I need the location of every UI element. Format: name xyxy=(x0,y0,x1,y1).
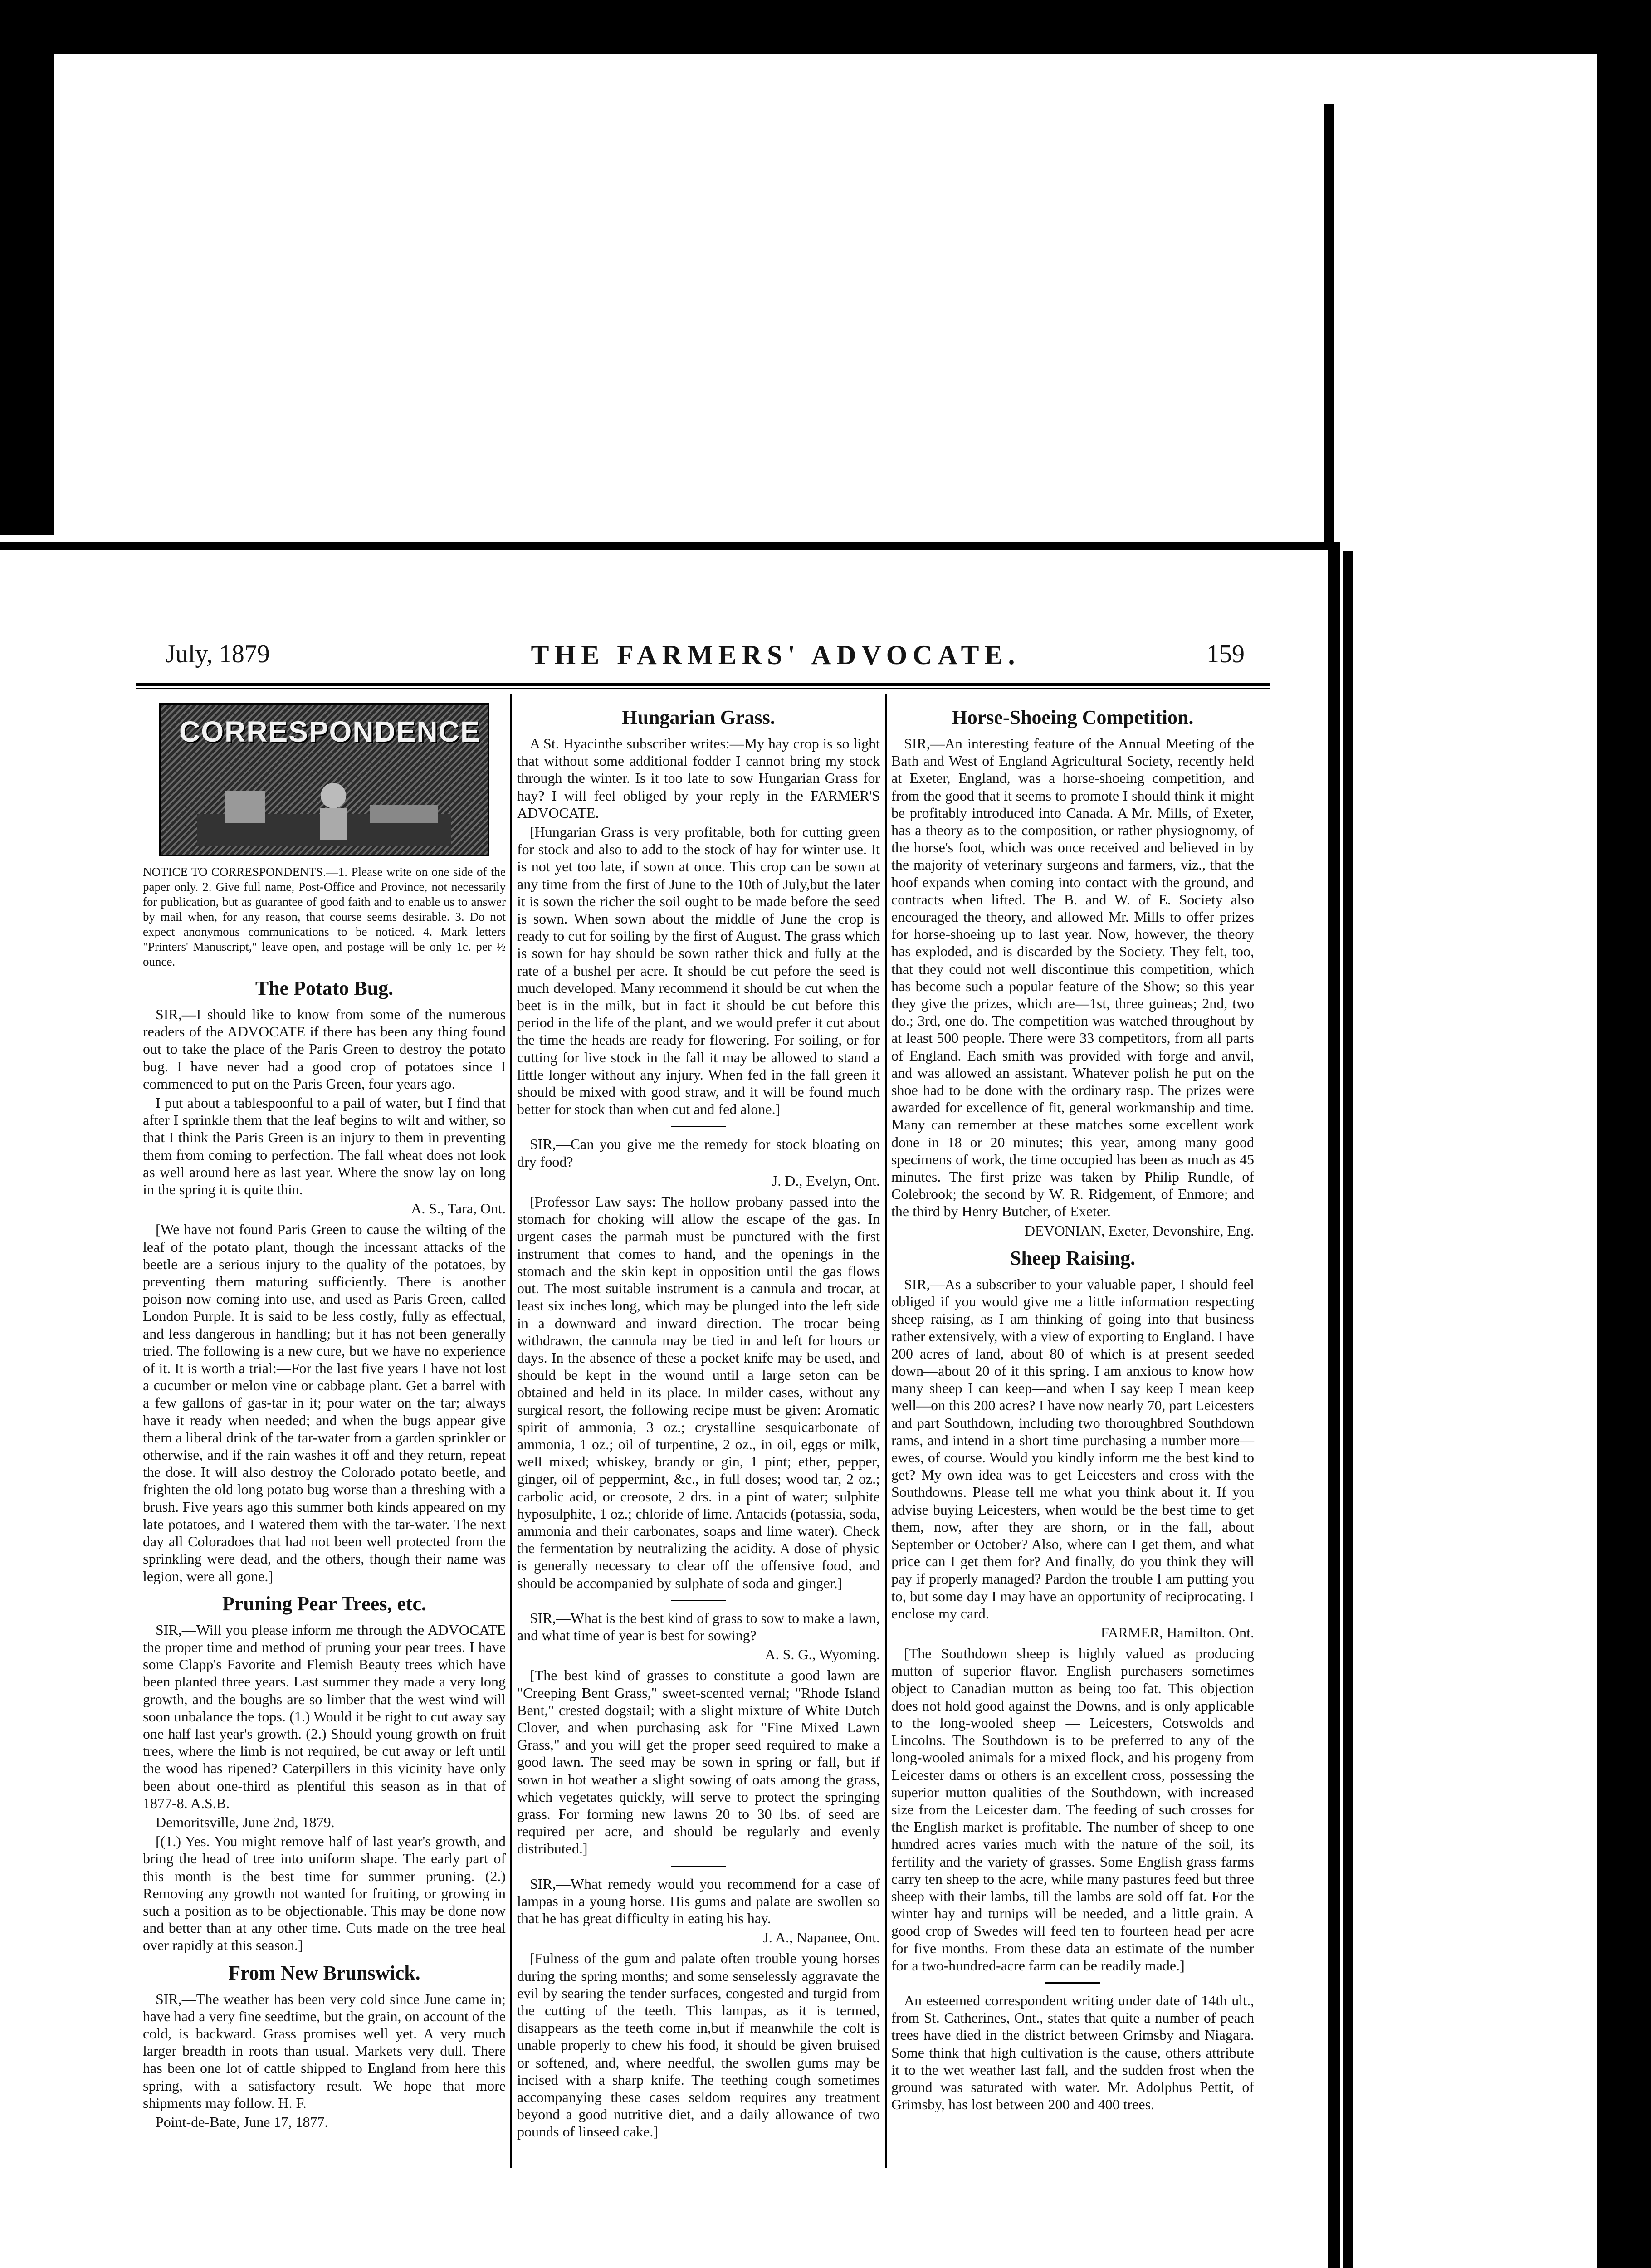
letter-paragraph: I put about a tablespoonful to a pail of water, but I find that after I sprinkle them that the leaf begins to wilt and wither, so that I think the Paris Green is an injury to them in preventing them from coming to perfection. The fall wheat does not look as well around here as last year. Where the snow lay on long in the spring it is quite thin. xyxy=(143,1095,506,1198)
letter-signature: FARMER, Hamilton. Ont. xyxy=(1100,1624,1254,1641)
editor-reply: [Hungarian Grass is very profitable, both for cutting green for stock and also to add to the stock of hay for winter use. It is not yet too late, if sown at once. This crop can be sown at any time from the first of June to the 10th of July,but the later it is sown the richer the soil ought to be made before the seed is sown. When sown about the middle of June the crop is ready to cut for soiling by the first of August. The grass which is sown for hay should be sown rather thick and fully at the rate of a bushel per acre. It should be cut pefore the seed is much developed. Many recommend it should be cut when the beet is in the milk, but in fact it should be cut before this period in the life of the plant, and we would prefer it cut about the time the heads are ready for flowering. For soiling, or for cutting for live stock in the fall it may be allowed to stand a little longer without any injury. When fed in the fall green it should be mixed with good straw, and it will be found much better for stock than when cut and fed alone.] xyxy=(517,824,880,1118)
letter-dateline: Demoritsville, June 2nd, 1879. xyxy=(156,1813,335,1830)
news-paragraph: An esteemed correspondent writing under date of 14th ult., from St. Catherines, Ont., states that quite a number of peach trees have died in the district between Grimsby and Niagara. Some think that high cultivation is the cause, others attribute it to the wet weather last fall, and the sudden frost when the ground was saturated with water. Mr. Adolphus Pettit, of Grimsby, has lost between 200 and 400 trees. xyxy=(891,1992,1254,2113)
heading-sheep-raising: Sheep Raising. xyxy=(1010,1246,1136,1269)
editor-reply: [Professor Law says: The hollow probany passed into the stomach for choking will allow the escape of the gas. In urgent cases the parmah must be punctured with the first instrument that comes to hand, and the openings in the stomach and the skin kept in opposition until the gas flows out. The most suitable instrument is a cannula and trocar, at least six inches long, which may be plunged into the left side in a downward and inward direction. The trocar being withdrawn, the cannula may be tied in and left for hours or days. In the absence of these a pocket knife may be used, and should be kept in the wound until a large seton can be obtained and held in its place. In milder cases, without any surgical resort, the following recipe must be given: Aromatic spirit of ammonia, 3 oz.; crystalline sesquicarbonate of ammonia, 1 oz.; oil of turpentine, 2 oz., in oil, eggs or milk, well mixed; whiskey, brandy or gin, 1 pint; ether, pepper, ginger, oil of peppermint, &c., in full doses; wood tar, 2 oz.; carbolic acid, or creosote, 2 drs. in a pint of water; sulphite hyposulphite, 1 oz.; chloride of lime. Antacids (potassia, soda, ammonia and their carbonates, soaps and lime water). Check the fermentation by neutralizing the acidity. A dose of physic is generally necessary to clear off the offensive food, and should be accompanied by sulphate of soda and ginger.] xyxy=(517,1193,880,1591)
editor-reply: [(1.) Yes. You might remove half of last year's growth, and bring the head of tree into uniform shape. The early part of this month is the best time for summer pruning. (2.) Removing any growth not wanted for fruiting, or growing in such a position as to be objectionable. This may be done now and better than at any other time. Cuts made on the tree heal over rapidly at this season.] xyxy=(143,1833,506,1954)
heading-hungarian-grass: Hungarian Grass. xyxy=(622,706,775,728)
letter-paragraph: SIR,—I should like to know from some of the numerous readers of the ADVOCATE if there has been any thing found out to take the place of the Paris Green to destroy the potato bug. I have never had a good crop of potatoes since I commenced to put on the Paris Green, four years ago. xyxy=(143,1006,506,1092)
banner-title: CORRESPONDENCE xyxy=(179,715,481,748)
scan-border-right xyxy=(1597,0,1651,2268)
letter-paragraph: SIR,—An interesting feature of the Annual Meeting of the Bath and West of England Agricultural Society, recently held at Exeter, England, was a horse-shoeing competition, and from the good that it seems to promote I should think it might be profitably introduced into Canada. A Mr. Mills, of Exeter, has a theory as to the composition, or rather physiognomy, of the horse's foot, which was once received and believed in by the majority of veterinary surgeons and farmers, viz., that the hoof expands when coming into contact with the ground, and contracts when lifted. The B. and W. of E. Society also encouraged the theory, and allowed Mr. Mills to offer prizes for horse-shoeing up to last year. Now, however, the theory has exploded, and is discarded by the Society. They felt, too, that they could not well discontinue this competition, which has become such a popular feature of the Show; so this year they give the prizes, which are—1st, three guineas; 2nd, two do.; 3rd, one do. The competition was watched throughout by at least 500 people. There were 33 competitors, from all parts of England. Each smith was provided with forge and anvil, and was allowed an assistant. Whatever polish he put on the shoe had to be done with the ordinary rasp. The prizes were awarded for excellence of fit, general workmanship and time. Many can remember at these matches some excellent work done in 18 or 20 minutes; this year, among many good specimens of work, the time occupied has been as much as 45 minutes. The first prize was taken by Philip Rundle, of Colebrook; the second by W. R. Ridgement, of Enmore; and the third by Henry Butcher, of Exeter. xyxy=(891,735,1254,1220)
letter-paragraph: A St. Hyacinthe subscriber writes:—My hay crop is so light that without some additional fodder I cannot bring my stock through the winter. Is it too late to sow Hungarian Grass for hay? I will feel obliged by your reply in the FARMER'S ADVOCATE. xyxy=(517,735,880,821)
banner-illustration xyxy=(197,773,451,846)
masthead xyxy=(0,640,1315,680)
letter-signature: A. S. G., Wyoming. xyxy=(765,1646,880,1663)
correspondence-banner xyxy=(159,703,489,856)
scan-rule-upper xyxy=(1324,104,1334,549)
letter-signature: A. S., Tara, Ont. xyxy=(411,1200,506,1217)
letter-paragraph: SIR,—As a subscriber to your valuable paper, I should feel obliged if you would give me a little information respecting sheep raising, as I am thinking of going into that business rather extensively, with a view of exporting to England. I have 200 acres of land, about 80 of which is at present seeded down—about 20 of it this spring. I am anxious to know how many sheep I can keep—and when I say keep I mean keep well—on this 200 acres? I have now nearly 70, part Leicesters and part Southdown, including two thoroughbred Southdown rams, and intend in a short time purchasing a number more—ewes, of course. Would you kindly inform me the best kind to get? My own idea was to get Leicesters and cross with the Southdowns. Please tell me what you think about it. If you advise buying Leicesters, when would be the best time to get them, now, after they are shorn, or in the fall, about September or October? Also, where can I get them, and what price can I get them for? And finally, do you think they will pay if properly managed? Pardon the trouble I am putting you to, but some day I may have an opportunity of reciprocating. I enclose my card. xyxy=(891,1276,1254,1622)
issue-date: July, 1879 xyxy=(166,640,270,668)
masthead-rule-thin xyxy=(136,688,1270,689)
editor-reply: [The Southdown sheep is highly valued as producing mutton of superior flavor. English purchasers sometimes object to Canadian mutton as being too fat. This objection does not hold good against the Downs, and is only applicable to the long-wooled sheep — Leicesters, Cotswolds and Lincolns. The Southdown is to be preferred to any of the long-wooled animals for a mixed flock, and his progeny from Leicester dams or others is an excellent cross, possessing the superior mutton qualities of the Southdown, with increased size from the Leicester dam. The feeding of such crosses for the English market is profitable. The number of sheep to one hundred acres varies much with the nature of the soil, its fertility and the variety of grasses. Some English grass farms carry ten sheep to the acre, while many pastures feed but three sheep with their lambs, till the lambs are sold off fat. For the winter hay and turnips will be needed, and a little grain. A good crop of Swedes will feed ten to fourteen head per acre for five months. From these data an estimate of the number for a two-hundred-acre farm can be readily made.] xyxy=(891,1645,1254,1974)
column-2 xyxy=(517,699,880,2142)
letter-paragraph: SIR,—The weather has been very cold since June came in; have had a very fine seedtime, but the grain, on account of the cold, is backward. Grass promises well yet. A very much larger breadth in roots than usual. Markets very dull. There has been one lot of cattle shipped to England from here this spring, with a satisfactory result. We hope that more shipments may follow. H. F. xyxy=(143,1990,506,2111)
letter-paragraph: SIR,—What is the best kind of grass to sow to make a lawn, and what time of year is best for sowing? xyxy=(517,1609,880,1643)
heading-horse-shoeing-competition: Horse-Shoeing Competition. xyxy=(952,706,1194,728)
masthead-rule xyxy=(136,683,1270,686)
letter-signature: J. D., Evelyn, Ont. xyxy=(772,1172,880,1189)
page-number: 159 xyxy=(1206,640,1245,668)
heading-from-new-brunswick: From New Brunswick. xyxy=(228,1961,420,1984)
column-1 xyxy=(143,699,506,2132)
letter-signature: DEVONIAN, Exeter, Devonshire, Eng. xyxy=(1024,1222,1254,1239)
letter-paragraph: SIR,—What remedy would you recommend for a case of lampas in a young horse. His gums and palate are swollen so that he has great difficulty in eating his hay. xyxy=(517,1875,880,1926)
scan-border-left xyxy=(0,0,54,535)
letter-signature: J. A., Napanee, Ont. xyxy=(763,1929,880,1946)
section-rule xyxy=(671,1126,726,1127)
column-3 xyxy=(891,699,1254,2115)
section-rule xyxy=(671,1600,726,1601)
heading-pruning-pear-trees: Pruning Pear Trees, etc. xyxy=(222,1592,427,1615)
section-rule xyxy=(1045,1982,1100,1984)
heading-potato-bug: The Potato Bug. xyxy=(255,977,394,999)
editor-reply: [Fulness of the gum and palate often trouble young horses during the spring months; and some senselessly aggravate the evil by searing the tender surfaces, congested and turgid from the cutting of the teeth. This lampas, as it is termed, disappears as the teeth come in,but if meanwhile the colt is unable properly to chew his food, it should be given bruised or softened, and, where needful, the swollen gums may be incised with a sharp knife. The teething cough sometimes accompanying these cases seldom requires any treatment beyond a good nutritive diet, and a daily allowance of two pounds of linseed cake.] xyxy=(517,1950,880,2140)
notice-to-correspondents: NOTICE TO CORRESPONDENTS.—1. Please write on one side of the paper only. 2. Give full name, Post-Office and Province, not necessarily for publication, but as guarantee of good faith and to enable us to answer by mail when, for any reason, that course seems desirable. 3. Do not expect anonymous communications to be noticed. 4. Mark letters "Printers' Manuscript," leave open, and postage will be only 1c. per ½ ounce. xyxy=(143,865,506,968)
column-divider xyxy=(885,694,887,2168)
letter-dateline: Point-de-Bate, June 17, 1877. xyxy=(156,2113,328,2130)
scan-border-top xyxy=(0,0,1651,54)
column-divider xyxy=(510,694,512,2168)
paper-title: THE FARMERS' ADVOCATE. xyxy=(531,640,1021,670)
section-rule xyxy=(671,1866,726,1867)
editor-reply: [The best kind of grasses to constitute a good lawn are "Creeping Bent Grass," sweet-scented vernal; "Rhode Island Bent," crested dogstail; with a slight mixture of White Dutch Clover, and when purchasing ask for "Fine Mixed Lawn Grass," and you will get the proper seed required to make a good lawn. The seed may be sown in spring or fall, but if sown in hot weather a slight sowing of oats among the grass, which vegetates quickly, will serve to protect the springing grass. For forming new lawns 20 to 30 lbs. of seed are required per acre, and should be regularly and evenly distributed.] xyxy=(517,1667,880,1857)
letter-paragraph: SIR,—Will you please inform me through the ADVOCATE the proper time and method of pruning your pear trees. I have some Clapp's Favorite and Flemish Beauty trees which have been planted three years. Last summer they made a very long growth, and the boughs are so limber that the west wind will soon unbalance the tops. (1.) Would it be right to cut away say one half last year's growth. (2.) Should young growth on fruit trees, where the limb is not required, be cut away or left until the wood has ripened? Caterpillers in this vicinity have only been about one-third as plentiful this season as in that of 1877-8. A.S.B. xyxy=(143,1621,506,1811)
editor-reply: [We have not found Paris Green to cause the wilting of the leaf of the potato plant, though the incessant attacks of the beetle are a serious injury to the quality of the potatoes, by preventing them maturing sufficiently. There is another poison now coming into use, and used as Paris Green, called London Purple. It is said to be less costly, fully as effectual, and less dangerous in handling; but it has not been generally tried. The following is a new cure, but we have no experience of it. It is worth a trial:—For the last five years I have not lost a cucumber or melon vine or cabbage plant. Get a barrel with a few gallons of gas-tar in it; pour water on the tar; always have it ready when needed; and when the bugs appear give them a liberal drink of the tar-water from a garden sprinkler or otherwise, and if the rain washes it off and they return, repeat the dose. It will also destroy the Colorado potato beetle, and frighten the old long potato bug worse than a threshing with a brush. Five years ago this summer both kinds appeared on my late potatoes, and I watered them with the tar-water. The next day all Coloradoes that had not been well protected from the sprinkling were dead, and the others, though their name was legion, were all gone.] xyxy=(143,1221,506,1584)
letter-paragraph: SIR,—Can you give me the remedy for stock bloating on dry food? xyxy=(517,1136,880,1170)
page-edge-shadow xyxy=(1343,551,1353,2268)
